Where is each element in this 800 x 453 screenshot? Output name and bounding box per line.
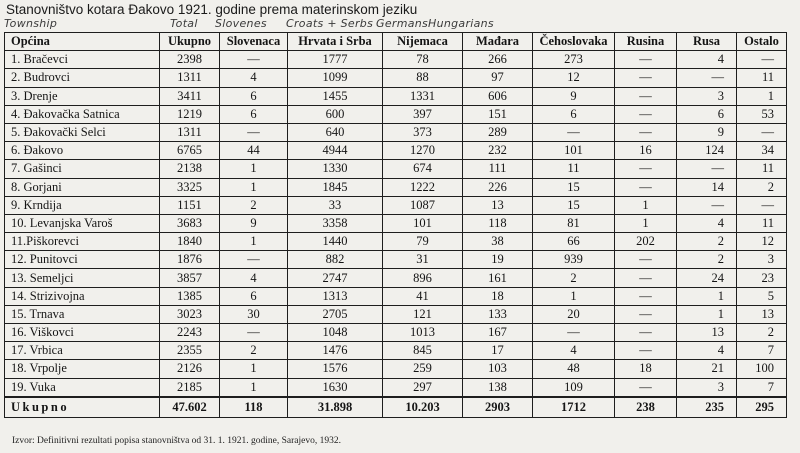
value-cell: — xyxy=(615,251,677,269)
value-cell: 2705 xyxy=(288,305,383,323)
value-cell: 3325 xyxy=(160,178,220,196)
value-cell: 167 xyxy=(463,324,533,342)
value-cell: 1476 xyxy=(288,342,383,360)
value-cell: 124 xyxy=(677,142,737,160)
table-row xyxy=(5,305,787,323)
handwritten-note-total: Total xyxy=(170,17,198,30)
table-row xyxy=(5,51,787,69)
value-cell: 100 xyxy=(737,360,787,378)
value-cell: 640 xyxy=(288,123,383,141)
value-cell: — xyxy=(615,160,677,178)
value-cell: 30 xyxy=(220,305,288,323)
value-cell: 19 xyxy=(463,251,533,269)
table-row xyxy=(5,69,787,87)
value-cell: 202 xyxy=(615,233,677,251)
value-cell: 2243 xyxy=(160,324,220,342)
column-header: Rusa xyxy=(677,33,737,51)
value-cell: 1 xyxy=(220,360,288,378)
value-cell: — xyxy=(615,105,677,123)
value-cell: 13 xyxy=(463,196,533,214)
handwritten-note-germans: Germans xyxy=(376,17,429,30)
value-cell: — xyxy=(533,324,615,342)
value-cell: — xyxy=(615,51,677,69)
value-cell: — xyxy=(615,287,677,305)
value-cell: 600 xyxy=(288,105,383,123)
value-cell: 882 xyxy=(288,251,383,269)
column-header: Slovenaca xyxy=(220,33,288,51)
value-cell: 16 xyxy=(615,142,677,160)
value-cell: 33 xyxy=(288,196,383,214)
municipality-cell: 12. Punitovci xyxy=(5,251,160,269)
value-cell: 373 xyxy=(383,123,463,141)
value-cell: — xyxy=(220,324,288,342)
table-row xyxy=(5,160,787,178)
value-cell: 97 xyxy=(463,69,533,87)
column-header: Ukupno xyxy=(160,33,220,51)
total-value-cell: 235 xyxy=(677,397,737,418)
value-cell: 31 xyxy=(383,251,463,269)
value-cell: 939 xyxy=(533,251,615,269)
value-cell: 1 xyxy=(615,214,677,232)
handwritten-note-croats-serbs: Croats + Serbs xyxy=(286,17,374,30)
total-value-cell: 1712 xyxy=(533,397,615,418)
municipality-cell: 19. Vuka xyxy=(5,378,160,397)
total-value-cell: 118 xyxy=(220,397,288,418)
table-row xyxy=(5,233,787,251)
value-cell: 3857 xyxy=(160,269,220,287)
municipality-cell: 4. Đakovačka Satnica xyxy=(5,105,160,123)
value-cell: 845 xyxy=(383,342,463,360)
value-cell: — xyxy=(220,51,288,69)
value-cell: 118 xyxy=(463,214,533,232)
table-row xyxy=(5,269,787,287)
municipality-cell: 6. Đakovo xyxy=(5,142,160,160)
value-cell: — xyxy=(615,378,677,397)
value-cell: 11 xyxy=(737,69,787,87)
column-header: Nijemaca xyxy=(383,33,463,51)
value-cell: — xyxy=(677,69,737,87)
value-cell: — xyxy=(615,69,677,87)
value-cell: 1048 xyxy=(288,324,383,342)
table-row xyxy=(5,142,787,160)
value-cell: 4 xyxy=(220,269,288,287)
municipality-cell: 11.Piškorevci xyxy=(5,233,160,251)
value-cell: — xyxy=(533,123,615,141)
value-cell: 3023 xyxy=(160,305,220,323)
value-cell: 6 xyxy=(533,105,615,123)
value-cell: 3 xyxy=(677,378,737,397)
value-cell: 1099 xyxy=(288,69,383,87)
municipality-cell: 14. Strizivojna xyxy=(5,287,160,305)
municipality-cell: 2. Budrovci xyxy=(5,69,160,87)
value-cell: 133 xyxy=(463,305,533,323)
value-cell: 2355 xyxy=(160,342,220,360)
value-cell: 6 xyxy=(220,87,288,105)
value-cell: 3358 xyxy=(288,214,383,232)
value-cell: 121 xyxy=(383,305,463,323)
value-cell: 3411 xyxy=(160,87,220,105)
value-cell: 7 xyxy=(737,378,787,397)
value-cell: 103 xyxy=(463,360,533,378)
value-cell: 606 xyxy=(463,87,533,105)
value-cell: 4 xyxy=(533,342,615,360)
value-cell: 1151 xyxy=(160,196,220,214)
value-cell: 9 xyxy=(533,87,615,105)
value-cell: — xyxy=(737,196,787,214)
column-header: Ostalo xyxy=(737,33,787,51)
total-value-cell: 238 xyxy=(615,397,677,418)
value-cell: 11 xyxy=(737,160,787,178)
column-header: Mađara xyxy=(463,33,533,51)
value-cell: 1 xyxy=(677,305,737,323)
municipality-cell: 1. Bračevci xyxy=(5,51,160,69)
value-cell: 2 xyxy=(533,269,615,287)
handwritten-note-township: Township xyxy=(4,17,58,30)
value-cell: 2 xyxy=(220,342,288,360)
value-cell: 896 xyxy=(383,269,463,287)
value-cell: 1385 xyxy=(160,287,220,305)
value-cell: 2185 xyxy=(160,378,220,397)
value-cell: 1845 xyxy=(288,178,383,196)
value-cell: 138 xyxy=(463,378,533,397)
column-header: Rusina xyxy=(615,33,677,51)
value-cell: — xyxy=(677,196,737,214)
municipality-cell: 9. Krndija xyxy=(5,196,160,214)
value-cell: 3683 xyxy=(160,214,220,232)
municipality-cell: 7. Gašinci xyxy=(5,160,160,178)
municipality-cell: 5. Đakovački Selci xyxy=(5,123,160,141)
table-header-row xyxy=(5,33,787,51)
value-cell: 4 xyxy=(677,51,737,69)
value-cell: 397 xyxy=(383,105,463,123)
value-cell: 4 xyxy=(677,342,737,360)
municipality-cell: 18. Vrpolje xyxy=(5,360,160,378)
municipality-cell: 10. Levanjska Varoš xyxy=(5,214,160,232)
value-cell: 1 xyxy=(615,196,677,214)
value-cell: 101 xyxy=(533,142,615,160)
value-cell: 2138 xyxy=(160,160,220,178)
value-cell: 12 xyxy=(737,233,787,251)
value-cell: 15 xyxy=(533,178,615,196)
value-cell: 53 xyxy=(737,105,787,123)
value-cell: 18 xyxy=(615,360,677,378)
value-cell: 4 xyxy=(677,214,737,232)
value-cell: 38 xyxy=(463,233,533,251)
value-cell: 1087 xyxy=(383,196,463,214)
value-cell: 1270 xyxy=(383,142,463,160)
value-cell: 7 xyxy=(737,342,787,360)
value-cell: 1576 xyxy=(288,360,383,378)
value-cell: — xyxy=(737,123,787,141)
value-cell: 24 xyxy=(677,269,737,287)
handwritten-note-hungarians: Hungarians xyxy=(428,17,494,30)
value-cell: 44 xyxy=(220,142,288,160)
value-cell: 1313 xyxy=(288,287,383,305)
value-cell: 6 xyxy=(677,105,737,123)
table-row xyxy=(5,287,787,305)
value-cell: 111 xyxy=(463,160,533,178)
value-cell: 674 xyxy=(383,160,463,178)
value-cell: 9 xyxy=(220,214,288,232)
population-table xyxy=(4,32,786,418)
value-cell: 1840 xyxy=(160,233,220,251)
value-cell: 88 xyxy=(383,69,463,87)
value-cell: 13 xyxy=(677,324,737,342)
value-cell: 81 xyxy=(533,214,615,232)
value-cell: 2 xyxy=(220,196,288,214)
municipality-cell: 3. Drenje xyxy=(5,87,160,105)
value-cell: 232 xyxy=(463,142,533,160)
municipality-cell: 17. Vrbica xyxy=(5,342,160,360)
table-row xyxy=(5,324,787,342)
value-cell: 18 xyxy=(463,287,533,305)
value-cell: 2 xyxy=(677,251,737,269)
value-cell: — xyxy=(220,251,288,269)
value-cell: 2398 xyxy=(160,51,220,69)
value-cell: 259 xyxy=(383,360,463,378)
value-cell: 3 xyxy=(677,87,737,105)
value-cell: — xyxy=(615,123,677,141)
value-cell: 101 xyxy=(383,214,463,232)
value-cell: 2 xyxy=(737,178,787,196)
value-cell: 1 xyxy=(220,378,288,397)
value-cell: 34 xyxy=(737,142,787,160)
value-cell: 1876 xyxy=(160,251,220,269)
value-cell: 79 xyxy=(383,233,463,251)
value-cell: 17 xyxy=(463,342,533,360)
table-row xyxy=(5,360,787,378)
value-cell: 273 xyxy=(533,51,615,69)
total-row xyxy=(5,397,787,418)
total-label: Ukupno xyxy=(5,397,160,418)
value-cell: 2747 xyxy=(288,269,383,287)
value-cell: 1311 xyxy=(160,69,220,87)
value-cell: — xyxy=(615,178,677,196)
value-cell: — xyxy=(615,87,677,105)
value-cell: 12 xyxy=(533,69,615,87)
value-cell: 1440 xyxy=(288,233,383,251)
value-cell: 20 xyxy=(533,305,615,323)
value-cell: 1 xyxy=(220,160,288,178)
value-cell: 161 xyxy=(463,269,533,287)
value-cell: 66 xyxy=(533,233,615,251)
value-cell: 41 xyxy=(383,287,463,305)
value-cell: 1219 xyxy=(160,105,220,123)
value-cell: 6 xyxy=(220,287,288,305)
value-cell: 4 xyxy=(220,69,288,87)
value-cell: — xyxy=(220,123,288,141)
value-cell: 9 xyxy=(677,123,737,141)
value-cell: 1 xyxy=(220,178,288,196)
table-row xyxy=(5,214,787,232)
value-cell: 11 xyxy=(737,214,787,232)
column-header: Općina xyxy=(5,33,160,51)
total-value-cell: 47.602 xyxy=(160,397,220,418)
value-cell: 289 xyxy=(463,123,533,141)
value-cell: 78 xyxy=(383,51,463,69)
value-cell: — xyxy=(677,160,737,178)
value-cell: 1 xyxy=(737,87,787,105)
table-row xyxy=(5,87,787,105)
value-cell: 1 xyxy=(677,287,737,305)
table-row xyxy=(5,378,787,397)
value-cell: 4944 xyxy=(288,142,383,160)
table-row xyxy=(5,342,787,360)
value-cell: 15 xyxy=(533,196,615,214)
value-cell: 226 xyxy=(463,178,533,196)
total-value-cell: 10.203 xyxy=(383,397,463,418)
value-cell: 6765 xyxy=(160,142,220,160)
column-header: Hrvata i Srba xyxy=(288,33,383,51)
table-row xyxy=(5,196,787,214)
value-cell: 13 xyxy=(737,305,787,323)
value-cell: 1455 xyxy=(288,87,383,105)
value-cell: 1331 xyxy=(383,87,463,105)
value-cell: 266 xyxy=(463,51,533,69)
value-cell: 6 xyxy=(220,105,288,123)
municipality-cell: 8. Gorjani xyxy=(5,178,160,196)
value-cell: 1777 xyxy=(288,51,383,69)
value-cell: 1 xyxy=(220,233,288,251)
column-header: Čehoslovaka xyxy=(533,33,615,51)
value-cell: 3 xyxy=(737,251,787,269)
table-row xyxy=(5,178,787,196)
value-cell: 151 xyxy=(463,105,533,123)
value-cell: 1222 xyxy=(383,178,463,196)
value-cell: 2 xyxy=(677,233,737,251)
value-cell: 2 xyxy=(737,324,787,342)
value-cell: 1013 xyxy=(383,324,463,342)
value-cell: — xyxy=(615,324,677,342)
municipality-cell: 13. Semeljci xyxy=(5,269,160,287)
total-value-cell: 2903 xyxy=(463,397,533,418)
table-row xyxy=(5,123,787,141)
table-row xyxy=(5,105,787,123)
total-value-cell: 295 xyxy=(737,397,787,418)
source-note: Izvor: Definitivni rezultati popisa stanovništva od 31. 1. 1921. godine, Sarajevo, 1932. xyxy=(12,436,342,446)
table-row xyxy=(5,251,787,269)
value-cell: 1311 xyxy=(160,123,220,141)
municipality-cell: 16. Viškovci xyxy=(5,324,160,342)
value-cell: 2126 xyxy=(160,360,220,378)
value-cell: 1330 xyxy=(288,160,383,178)
total-value-cell: 31.898 xyxy=(288,397,383,418)
value-cell: — xyxy=(615,269,677,287)
value-cell: 11 xyxy=(533,160,615,178)
value-cell: 1 xyxy=(533,287,615,305)
handwritten-note-slovenes: Slovenes xyxy=(215,17,267,30)
value-cell: 21 xyxy=(677,360,737,378)
value-cell: 297 xyxy=(383,378,463,397)
municipality-cell: 15. Trnava xyxy=(5,305,160,323)
value-cell: — xyxy=(615,342,677,360)
value-cell: 14 xyxy=(677,178,737,196)
value-cell: 23 xyxy=(737,269,787,287)
page-title: Stanovništvo kotara Đakovo 1921. godine prema materinskom jeziku xyxy=(6,2,418,17)
value-cell: — xyxy=(615,305,677,323)
value-cell: — xyxy=(737,51,787,69)
value-cell: 5 xyxy=(737,287,787,305)
value-cell: 109 xyxy=(533,378,615,397)
value-cell: 1630 xyxy=(288,378,383,397)
value-cell: 48 xyxy=(533,360,615,378)
